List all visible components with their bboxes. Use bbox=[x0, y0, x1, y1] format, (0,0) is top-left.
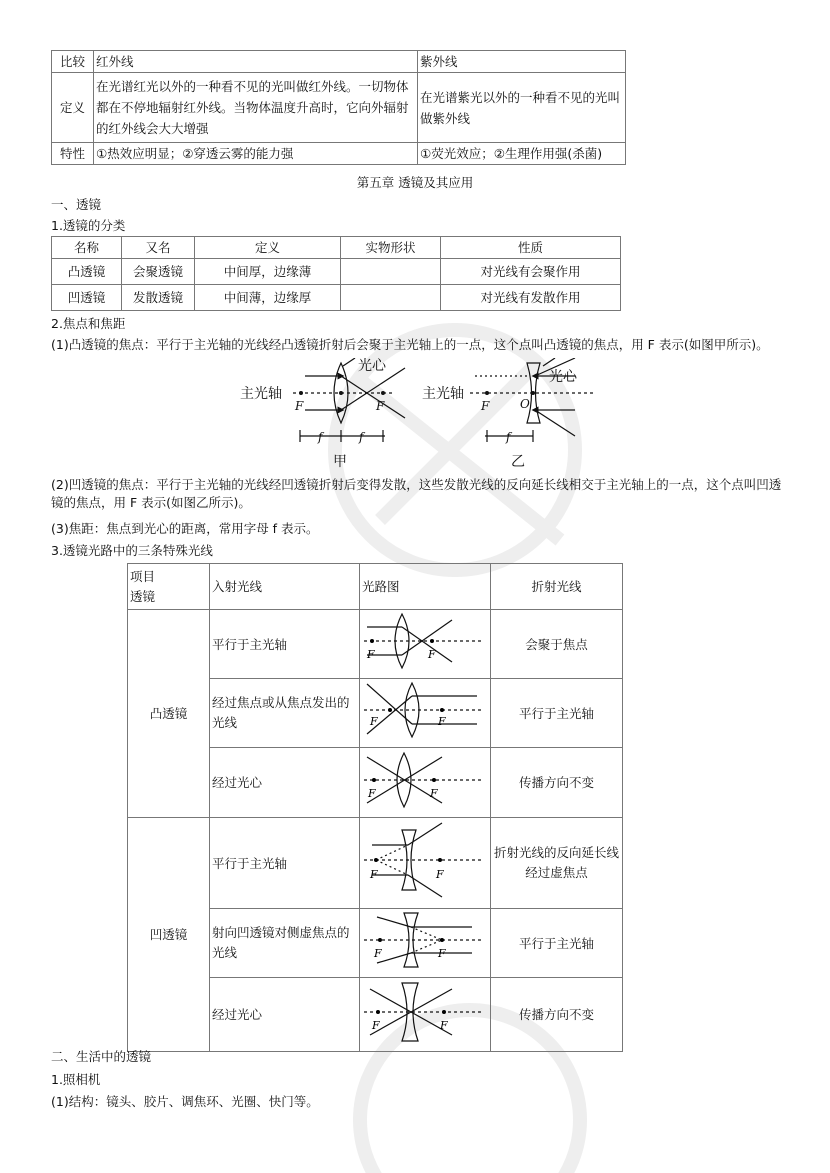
convex-d2-focus-right: F bbox=[438, 715, 446, 728]
lens-classification-table bbox=[51, 236, 621, 311]
header-item-lens bbox=[128, 564, 210, 610]
subsection-lens-classification: 1.透镜的分类 bbox=[51, 218, 126, 233]
convex-out-1: 会聚于焦点 bbox=[491, 610, 623, 679]
concave-d1-focus-left: F bbox=[370, 868, 378, 881]
convex-lens-label: 凸透镜 bbox=[128, 610, 210, 818]
convex-d3-focus-left: F bbox=[368, 786, 376, 800]
subsection-focus: 2.焦点和焦距 bbox=[51, 316, 126, 331]
subsection-camera: 1.照相机 bbox=[51, 1072, 101, 1087]
convex-parallel-diagram bbox=[362, 610, 487, 672]
focus-paragraph-2: (2)凹透镜的焦点：平行于主光轴的光线经凹透镜折射后变得发散，这些发散光线的反向延长线相交于主光轴上的一点，这个点叫凹透镜的焦点，用 F 表示(如图乙所示)。 bbox=[51, 477, 782, 510]
concave-diagram-3 bbox=[360, 978, 491, 1052]
convex-in-1: 平行于主光轴 bbox=[210, 610, 360, 679]
concave-focus-diagram bbox=[362, 909, 487, 971]
header-lens: 透镜 bbox=[130, 588, 156, 604]
convex-name: 凸透镜 bbox=[52, 259, 122, 285]
row-label-property: 特性 bbox=[52, 143, 94, 165]
yi-optical-center: O bbox=[520, 397, 530, 411]
concave-in-2: 射向凹透镜对侧虚焦点的光线 bbox=[210, 909, 360, 978]
convex-definition: 中间厚，边缘薄 bbox=[195, 259, 341, 285]
concave-center-diagram bbox=[362, 979, 487, 1045]
concave-out-1: 折射光线的反向延长线经过虚焦点 bbox=[491, 818, 623, 909]
chapter-title: 第五章 透镜及其应用 bbox=[356, 175, 474, 190]
convex-diagram-2 bbox=[360, 679, 491, 748]
jia-caption: 甲 bbox=[333, 454, 347, 470]
convex-property: 对光线有会聚作用 bbox=[441, 259, 621, 285]
convex-center-diagram bbox=[362, 749, 487, 811]
concave-diagram-1 bbox=[360, 818, 491, 909]
convex-out-3: 传播方向不变 bbox=[491, 748, 623, 818]
concave-diagram-2 bbox=[360, 909, 491, 978]
concave-d3-focus-right: F bbox=[440, 1018, 448, 1032]
col-alias: 又名 bbox=[122, 237, 195, 259]
col-definition: 定义 bbox=[195, 237, 341, 259]
concave-in-1: 平行于主光轴 bbox=[210, 818, 360, 909]
concave-name: 凹透镜 bbox=[52, 285, 122, 311]
special-rays-table bbox=[127, 563, 623, 1052]
concave-d2-focus-left: F bbox=[374, 947, 382, 960]
jia-focus-left: F bbox=[295, 399, 304, 413]
convex-shape bbox=[341, 259, 441, 285]
header-diagram: 光路图 bbox=[360, 564, 491, 610]
focus-paragraph-3: (3)焦距：焦点到光心的距离，常用字母 f 表示。 bbox=[51, 521, 319, 536]
jia-focal-length-1: f bbox=[318, 430, 323, 444]
convex-d1-focus-left: F bbox=[367, 648, 375, 661]
yi-axis-label: 主光轴 bbox=[422, 386, 464, 402]
convex-in-3: 经过光心 bbox=[210, 748, 360, 818]
ultraviolet-definition: 在光谱紫光以外的一种看不见的光叫做紫外线 bbox=[418, 73, 626, 143]
subsection-special-rays: 3.透镜光路中的三条特殊光线 bbox=[51, 543, 213, 558]
section-1-title: 一、透镜 bbox=[51, 197, 102, 212]
concave-property: 对光线有发散作用 bbox=[441, 285, 621, 311]
concave-d1-focus-right: F bbox=[436, 868, 444, 881]
header-refracted: 折射光线 bbox=[491, 564, 623, 610]
col-property: 性质 bbox=[441, 237, 621, 259]
infrared-property: ①热效应明显；②穿透云雾的能力强 bbox=[94, 143, 418, 165]
concave-in-3: 经过光心 bbox=[210, 978, 360, 1052]
convex-focus-diagram bbox=[362, 679, 487, 741]
jia-axis-label: 主光轴 bbox=[240, 386, 282, 402]
convex-diagram-3 bbox=[360, 748, 491, 818]
col-name: 名称 bbox=[52, 237, 122, 259]
yi-focal-length: f bbox=[506, 430, 511, 444]
yi-caption: 乙 bbox=[511, 454, 525, 470]
ultraviolet-property: ①荧光效应；②生理作用强(杀菌) bbox=[418, 143, 626, 165]
infrared-definition: 在光谱红光以外的一种看不见的光叫做红外线。一切物体都在不停地辐射红外线。当物体温度升高时，它向外辐射的红外线会大大增强 bbox=[94, 73, 418, 143]
focus-figure bbox=[235, 358, 615, 473]
concave-d2-focus-right: F bbox=[438, 947, 446, 960]
concave-out-3: 传播方向不变 bbox=[491, 978, 623, 1052]
header-infrared: 红外线 bbox=[94, 51, 418, 73]
header-incident: 入射光线 bbox=[210, 564, 360, 610]
row-label-definition: 定义 bbox=[52, 73, 94, 143]
header-ultraviolet: 紫外线 bbox=[418, 51, 626, 73]
ir-uv-compare-table bbox=[51, 50, 626, 165]
convex-alias: 会聚透镜 bbox=[122, 259, 195, 285]
concave-out-2: 平行于主光轴 bbox=[491, 909, 623, 978]
convex-d2-focus-left: F bbox=[370, 715, 378, 728]
yi-center-label: 光心 bbox=[549, 369, 577, 385]
concave-definition: 中间薄，边缘厚 bbox=[195, 285, 341, 311]
header-item: 项目 bbox=[130, 568, 156, 584]
concave-d3-focus-left: F bbox=[372, 1018, 380, 1032]
jia-focal-length-2: f bbox=[359, 430, 364, 444]
concave-shape bbox=[341, 285, 441, 311]
header-compare: 比较 bbox=[52, 51, 94, 73]
jia-center-label: 光心 bbox=[358, 358, 386, 374]
col-shape: 实物形状 bbox=[341, 237, 441, 259]
concave-alias: 发散透镜 bbox=[122, 285, 195, 311]
yi-focus: F bbox=[481, 399, 490, 413]
convex-in-2: 经过焦点或从焦点发出的光线 bbox=[210, 679, 360, 748]
convex-d3-focus-right: F bbox=[430, 786, 438, 800]
focus-paragraph-1: (1)凸透镜的焦点：平行于主光轴的光线经凸透镜折射后会聚于主光轴上的一点，这个点叫凸透镜的焦点，用 F 表示(如图甲所示)。 bbox=[51, 337, 769, 352]
convex-diagram-1 bbox=[360, 610, 491, 679]
camera-structure: (1)结构：镜头、胶片、调焦环、光圈、快门等。 bbox=[51, 1094, 319, 1109]
convex-d1-focus-right: F bbox=[428, 648, 436, 661]
convex-out-2: 平行于主光轴 bbox=[491, 679, 623, 748]
concave-lens-label: 凹透镜 bbox=[128, 818, 210, 1052]
concave-parallel-diagram bbox=[362, 818, 487, 902]
section-2-title: 二、生活中的透镜 bbox=[51, 1049, 152, 1064]
jia-focus-right: F bbox=[376, 399, 385, 413]
